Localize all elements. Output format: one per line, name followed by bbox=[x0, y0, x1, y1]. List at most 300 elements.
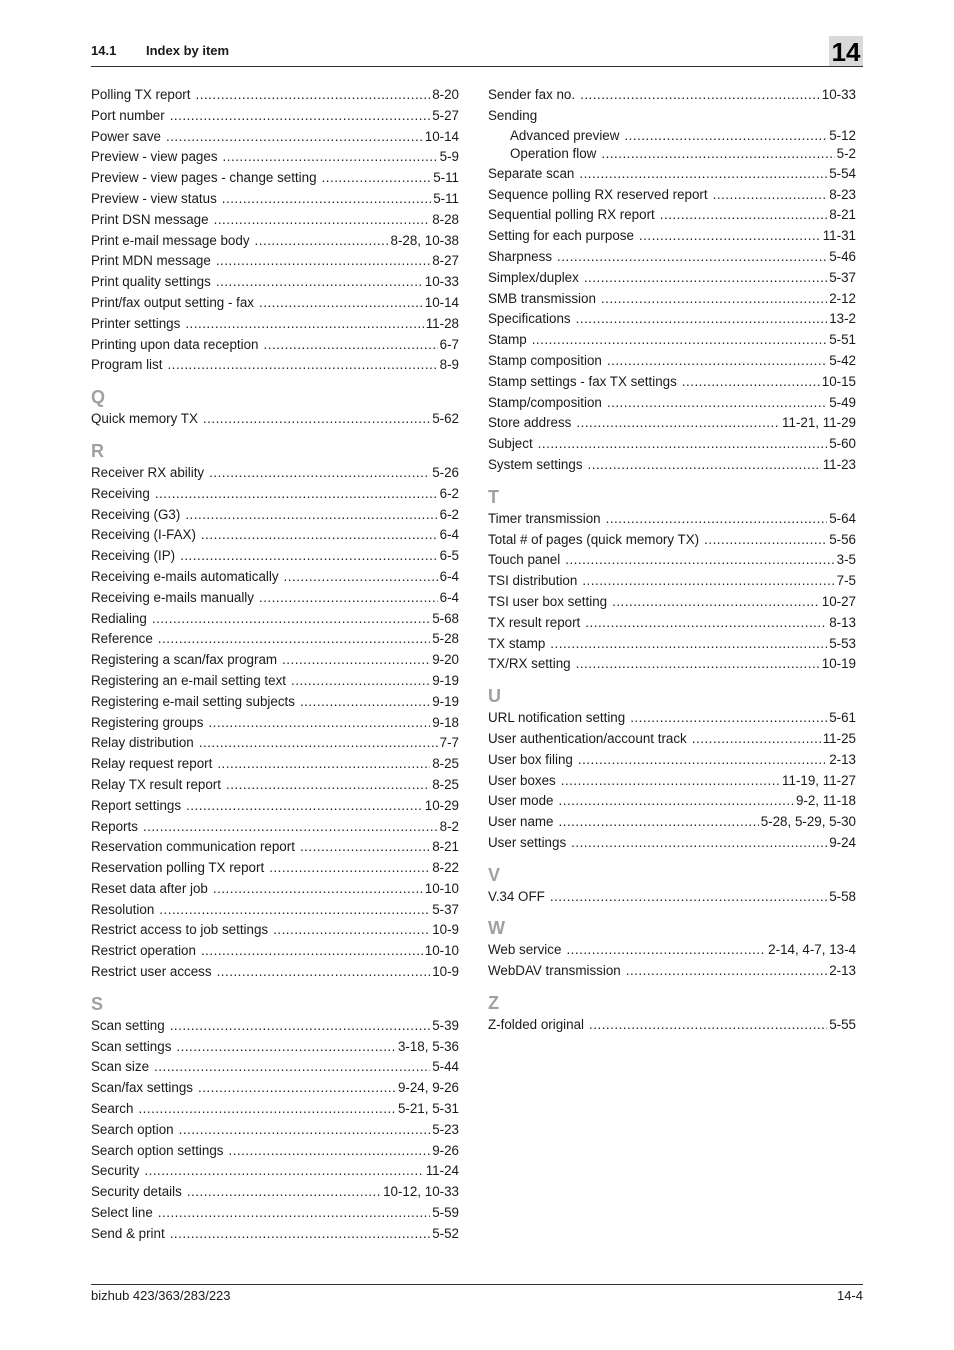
dot-leader bbox=[566, 940, 766, 961]
dot-leader bbox=[158, 1203, 430, 1224]
index-term: TSI distribution bbox=[488, 573, 578, 589]
dot-leader bbox=[186, 796, 423, 817]
index-term: Polling TX report bbox=[91, 87, 191, 102]
index-entry bbox=[91, 796, 459, 817]
index-entry bbox=[91, 1141, 459, 1162]
index-term: Registering e-mail setting subjects bbox=[91, 693, 295, 709]
index-term: Receiving (G3) bbox=[91, 506, 181, 522]
index-term: TX/RX setting bbox=[488, 656, 571, 672]
index-term: URL notification setting bbox=[488, 710, 626, 726]
index-page-ref: 8-9 bbox=[439, 357, 459, 373]
index-page-ref: 6-2 bbox=[439, 485, 459, 501]
dot-leader bbox=[624, 127, 827, 146]
dot-leader bbox=[601, 289, 827, 310]
index-term: User mode bbox=[488, 793, 554, 809]
index-term: TX result report bbox=[488, 614, 581, 630]
index-page-ref: 13-2 bbox=[829, 311, 856, 327]
index-term: Z-folded original bbox=[488, 1017, 585, 1033]
index-term: Receiving (IP) bbox=[91, 548, 176, 564]
index-entry bbox=[488, 289, 856, 310]
index-page-ref: 10-14 bbox=[424, 294, 459, 310]
index-page-ref: 5-23 bbox=[432, 1121, 459, 1137]
index-page-ref: 5-37 bbox=[432, 901, 459, 917]
index-entry bbox=[488, 961, 856, 982]
index-page-ref: 5-58 bbox=[829, 888, 856, 904]
index-page-ref: 5-2 bbox=[836, 146, 856, 162]
dot-leader bbox=[269, 858, 430, 879]
index-term: Receiving bbox=[91, 485, 150, 501]
index-letter-heading: Z bbox=[488, 993, 499, 1014]
index-term: Restrict operation bbox=[91, 943, 196, 959]
dot-leader bbox=[576, 654, 820, 675]
dot-leader bbox=[152, 609, 430, 630]
index-term: Separate scan bbox=[488, 165, 575, 181]
index-term: Restrict access to job settings bbox=[91, 922, 269, 938]
index-letter-heading: U bbox=[488, 686, 501, 707]
index-entry bbox=[488, 940, 856, 961]
index-entry bbox=[91, 817, 459, 838]
index-page-ref: 10-15 bbox=[821, 373, 856, 389]
index-term: Receiving (I-FAX) bbox=[91, 527, 196, 543]
index-entry bbox=[488, 729, 856, 750]
index-page-ref: 6-4 bbox=[439, 589, 459, 605]
dot-leader bbox=[259, 293, 423, 314]
index-entry bbox=[91, 1037, 459, 1058]
dot-leader bbox=[216, 251, 430, 272]
index-page-ref: 5-28, 5-29, 5-30 bbox=[760, 814, 856, 830]
index-letter-heading: W bbox=[488, 918, 505, 939]
index-entry bbox=[91, 463, 459, 484]
index-entry bbox=[91, 546, 459, 567]
index-entry bbox=[488, 592, 856, 613]
index-entry bbox=[488, 708, 856, 729]
index-entry bbox=[488, 530, 856, 551]
index-entry bbox=[91, 355, 459, 376]
index-page-ref: 5-54 bbox=[829, 165, 856, 181]
index-letter-heading: T bbox=[488, 486, 499, 507]
index-term: Printer settings bbox=[91, 315, 181, 331]
index-term: Print MDN message bbox=[91, 253, 211, 269]
dot-leader bbox=[166, 127, 423, 148]
dot-leader bbox=[559, 812, 759, 833]
index-page-ref: 5-59 bbox=[432, 1205, 459, 1221]
dot-leader bbox=[626, 961, 827, 982]
dot-leader bbox=[155, 484, 438, 505]
index-term: Preview - view status bbox=[91, 190, 217, 206]
index-entry bbox=[91, 147, 459, 168]
index-page-ref: 10-10 bbox=[424, 880, 459, 896]
index-term: TSI user box setting bbox=[488, 593, 608, 609]
index-page-ref: 11-25 bbox=[822, 730, 856, 746]
index-entry bbox=[488, 393, 856, 414]
index-term: Registering groups bbox=[91, 714, 204, 730]
page-footer bbox=[91, 1284, 863, 1303]
dot-leader bbox=[639, 226, 821, 247]
page-header bbox=[91, 37, 863, 67]
index-entry bbox=[91, 879, 459, 900]
index-term: Printing upon data reception bbox=[91, 336, 259, 352]
index-entry bbox=[488, 771, 856, 792]
index-page-ref: 6-4 bbox=[439, 568, 459, 584]
index-entry bbox=[91, 629, 459, 650]
index-term: Preview - view pages - change setting bbox=[91, 170, 317, 186]
index-term: Sequence polling RX reserved report bbox=[488, 186, 708, 202]
index-page-ref: 10-9 bbox=[432, 964, 459, 980]
index-entry bbox=[488, 455, 856, 476]
dot-leader bbox=[187, 1182, 381, 1203]
dot-leader bbox=[660, 205, 827, 226]
index-entry bbox=[91, 754, 459, 775]
dot-leader bbox=[201, 525, 438, 546]
index-term: V.34 OFF bbox=[488, 888, 545, 904]
index-term: Stamp settings - fax TX settings bbox=[488, 373, 677, 389]
index-page-ref: 11-31 bbox=[822, 228, 856, 244]
index-entry bbox=[91, 1161, 459, 1182]
index-entry bbox=[91, 1120, 459, 1141]
index-term: User name bbox=[488, 814, 554, 830]
index-term: Security details bbox=[91, 1184, 182, 1200]
index-entry bbox=[91, 775, 459, 796]
index-term: Print quality settings bbox=[91, 274, 211, 290]
index-term: User authentication/account track bbox=[488, 730, 687, 746]
index-term: Relay distribution bbox=[91, 735, 194, 751]
index-entry bbox=[91, 525, 459, 546]
index-page-ref: 10-29 bbox=[424, 797, 459, 813]
dot-leader bbox=[578, 750, 827, 771]
index-term: Sequential polling RX report bbox=[488, 207, 655, 223]
index-column-left bbox=[91, 85, 459, 1245]
index-entry bbox=[91, 692, 459, 713]
index-page-ref: 5-56 bbox=[829, 531, 856, 547]
dot-leader bbox=[185, 505, 437, 526]
index-term: Relay TX result report bbox=[91, 776, 221, 792]
dot-leader bbox=[199, 733, 438, 754]
index-page-ref: 8-21 bbox=[432, 839, 459, 855]
index-page-ref: 5-55 bbox=[829, 1017, 856, 1033]
chapter-badge: 14 bbox=[829, 36, 863, 66]
index-term: Select line bbox=[91, 1205, 153, 1221]
index-page-ref: 3-5 bbox=[836, 552, 856, 568]
dot-leader bbox=[585, 613, 827, 634]
index-letter-heading: Q bbox=[91, 387, 106, 408]
index-page-ref: 8-22 bbox=[432, 860, 459, 876]
index-term: Print/fax output setting - fax bbox=[91, 294, 255, 310]
index-letter-heading: V bbox=[488, 864, 501, 885]
dot-leader bbox=[713, 185, 828, 206]
index-page-ref: 8-27 bbox=[432, 253, 459, 269]
index-page-ref: 5-27 bbox=[432, 107, 459, 123]
index-page-ref: 5-62 bbox=[432, 411, 459, 427]
index-entry bbox=[91, 251, 459, 272]
dot-leader bbox=[203, 409, 430, 430]
index-entry bbox=[488, 309, 856, 330]
dot-leader bbox=[216, 272, 423, 293]
index-page-ref: 5-52 bbox=[432, 1225, 459, 1241]
index-term: Touch panel bbox=[488, 552, 561, 568]
index-term: Operation flow bbox=[510, 146, 597, 162]
index-term: Preview - view pages bbox=[91, 149, 218, 165]
index-page-ref: 9-24, 9-26 bbox=[397, 1080, 459, 1096]
index-term: Reservation polling TX report bbox=[91, 860, 265, 876]
index-page-ref: 5-53 bbox=[829, 635, 856, 651]
index-entry bbox=[91, 484, 459, 505]
index-term: Sender fax no. bbox=[488, 87, 576, 102]
index-entry bbox=[91, 1203, 459, 1224]
index-term: Scan size bbox=[91, 1059, 150, 1075]
index-page-ref: 5-26 bbox=[432, 464, 459, 480]
dot-leader bbox=[607, 351, 827, 372]
index-entry bbox=[91, 920, 459, 941]
index-term: Setting for each purpose bbox=[488, 228, 634, 244]
index-entry bbox=[488, 791, 856, 812]
dot-leader bbox=[180, 546, 438, 567]
dot-leader bbox=[291, 671, 430, 692]
index-entry bbox=[91, 272, 459, 293]
dot-leader bbox=[588, 455, 821, 476]
index-term: Sending bbox=[488, 107, 538, 123]
index-term: Store address bbox=[488, 415, 572, 431]
dot-leader bbox=[264, 335, 438, 356]
dot-leader bbox=[612, 592, 820, 613]
index-page-ref: 2-12 bbox=[829, 290, 856, 306]
index-page-ref: 8-2 bbox=[439, 818, 459, 834]
dot-leader bbox=[273, 920, 430, 941]
index-page-ref: 11-28 bbox=[425, 315, 459, 331]
dot-leader bbox=[532, 330, 827, 351]
dot-leader bbox=[214, 210, 431, 231]
dot-leader bbox=[226, 775, 430, 796]
index-page-ref: 10-12, 10-33 bbox=[383, 1184, 459, 1200]
index-page-ref: 5-49 bbox=[829, 394, 856, 410]
dot-leader bbox=[213, 879, 423, 900]
index-page-ref: 8-28 bbox=[432, 211, 459, 227]
index-term: TX stamp bbox=[488, 635, 546, 651]
index-term: Print DSN message bbox=[91, 211, 209, 227]
dot-leader bbox=[589, 1015, 827, 1036]
index-page-ref: 5-28 bbox=[432, 631, 459, 647]
index-term: Relay request report bbox=[91, 756, 213, 772]
dot-leader bbox=[580, 85, 820, 106]
index-page-ref: 5-42 bbox=[829, 352, 856, 368]
index-entry bbox=[91, 314, 459, 335]
index-page-ref: 5-44 bbox=[432, 1059, 459, 1075]
index-entry bbox=[91, 85, 459, 106]
index-page-ref: 5-51 bbox=[829, 332, 856, 348]
dot-leader bbox=[576, 309, 828, 330]
index-entry bbox=[488, 833, 856, 854]
index-entry bbox=[488, 413, 856, 434]
index-column-right bbox=[488, 85, 856, 1036]
dot-leader bbox=[138, 1099, 396, 1120]
index-term: User box filing bbox=[488, 751, 573, 767]
dot-leader bbox=[538, 434, 828, 455]
index-entry bbox=[488, 750, 856, 771]
product-model: bizhub 423/363/283/223 bbox=[91, 1288, 231, 1303]
index-page-ref: 2-13 bbox=[829, 751, 856, 767]
index-page-ref: 8-21 bbox=[829, 207, 856, 223]
index-page-ref: 6-7 bbox=[439, 336, 459, 352]
index-entry bbox=[91, 962, 459, 983]
index-page-ref: 10-27 bbox=[821, 593, 856, 609]
index-entry bbox=[488, 654, 856, 675]
index-term: Receiver RX ability bbox=[91, 464, 205, 480]
dot-leader bbox=[550, 887, 827, 908]
section-number: 14.1 bbox=[91, 43, 117, 58]
index-page-ref: 5-21, 5-31 bbox=[397, 1101, 459, 1117]
dot-leader bbox=[576, 413, 780, 434]
index-page-ref: 6-2 bbox=[439, 506, 459, 522]
index-page-ref: 10-33 bbox=[424, 274, 459, 290]
index-entry bbox=[91, 1099, 459, 1120]
dot-leader bbox=[607, 393, 827, 414]
dot-leader bbox=[682, 372, 820, 393]
dot-leader bbox=[630, 708, 827, 729]
index-entry bbox=[488, 164, 856, 185]
dot-leader bbox=[322, 168, 432, 189]
index-term: Registering a scan/fax program bbox=[91, 652, 278, 668]
index-term: Print e-mail message body bbox=[91, 232, 250, 248]
index-term: Specifications bbox=[488, 311, 571, 327]
dot-leader bbox=[167, 355, 437, 376]
index-page-ref: 5-61 bbox=[829, 710, 856, 726]
index-entry bbox=[91, 858, 459, 879]
dot-leader bbox=[259, 588, 438, 609]
index-page-ref: 9-19 bbox=[432, 693, 459, 709]
index-term: Program list bbox=[91, 357, 163, 373]
index-entry bbox=[488, 571, 856, 592]
index-entry bbox=[91, 1057, 459, 1078]
index-term: Receiving e-mails automatically bbox=[91, 568, 279, 584]
index-page-ref: 9-20 bbox=[432, 652, 459, 668]
index-entry bbox=[488, 106, 856, 127]
index-page-ref: 5-37 bbox=[829, 269, 856, 285]
index-term: Send & print bbox=[91, 1225, 165, 1241]
index-page-ref: 2-14, 4-7, 13-4 bbox=[768, 942, 856, 958]
index-entry bbox=[488, 85, 856, 106]
index-entry bbox=[91, 713, 459, 734]
index-page-ref: 10-33 bbox=[821, 87, 856, 102]
index-entry bbox=[91, 1182, 459, 1203]
dot-leader bbox=[229, 1141, 431, 1162]
index-term: Scan settings bbox=[91, 1038, 172, 1054]
index-term: Power save bbox=[91, 128, 161, 144]
dot-leader bbox=[209, 463, 430, 484]
index-term: System settings bbox=[488, 456, 583, 472]
index-page-ref: 5-11 bbox=[433, 170, 459, 186]
dot-leader bbox=[217, 962, 431, 983]
index-page-ref: 11-23 bbox=[822, 456, 856, 472]
index-entry bbox=[488, 372, 856, 393]
dot-leader bbox=[143, 817, 438, 838]
index-entry bbox=[488, 812, 856, 833]
dot-leader bbox=[300, 692, 430, 713]
index-page-ref: 5-11 bbox=[433, 190, 459, 206]
index-term: Reports bbox=[91, 818, 138, 834]
index-term: Quick memory TX bbox=[91, 411, 198, 427]
dot-leader bbox=[185, 314, 423, 335]
index-term: Sharpness bbox=[488, 248, 553, 264]
index-entry bbox=[488, 205, 856, 226]
index-entry bbox=[91, 335, 459, 356]
dot-leader bbox=[704, 530, 827, 551]
index-entry bbox=[91, 1016, 459, 1037]
dot-leader bbox=[282, 650, 430, 671]
index-term: Search bbox=[91, 1101, 134, 1117]
index-term: Registering an e-mail setting text bbox=[91, 672, 287, 688]
index-entry bbox=[488, 613, 856, 634]
index-term: User boxes bbox=[488, 772, 556, 788]
dot-leader bbox=[300, 837, 430, 858]
index-entry bbox=[488, 434, 856, 455]
index-entry bbox=[91, 168, 459, 189]
index-term: Receiving e-mails manually bbox=[91, 589, 254, 605]
index-term: Stamp/composition bbox=[488, 394, 602, 410]
index-page-ref: 5-68 bbox=[432, 610, 459, 626]
index-term: Report settings bbox=[91, 797, 182, 813]
index-entry bbox=[488, 127, 856, 146]
dot-leader bbox=[201, 941, 423, 962]
dot-leader bbox=[584, 268, 827, 289]
index-entry bbox=[488, 247, 856, 268]
index-page-ref: 11-24 bbox=[425, 1163, 459, 1179]
dot-leader bbox=[198, 1078, 396, 1099]
dot-leader bbox=[284, 567, 438, 588]
index-entry bbox=[91, 409, 459, 430]
page-number: 14-4 bbox=[836, 1288, 863, 1303]
index-entry bbox=[91, 505, 459, 526]
index-letter-heading: S bbox=[91, 993, 104, 1014]
index-page-ref: 10-9 bbox=[432, 922, 459, 938]
index-term: Resolution bbox=[91, 901, 155, 917]
dot-leader bbox=[208, 713, 430, 734]
index-entry bbox=[91, 588, 459, 609]
index-term: SMB transmission bbox=[488, 290, 596, 306]
index-term: Total # of pages (quick memory TX) bbox=[488, 531, 700, 547]
index-term: Scan setting bbox=[91, 1017, 165, 1033]
section-title: Index by item bbox=[146, 43, 230, 58]
dot-leader bbox=[170, 1224, 430, 1245]
index-page-ref: 5-12 bbox=[829, 127, 856, 143]
dot-leader bbox=[579, 164, 827, 185]
index-page-ref: 5-64 bbox=[829, 510, 856, 526]
index-page-ref: 10-19 bbox=[821, 656, 856, 672]
index-page-ref: 5-46 bbox=[829, 248, 856, 264]
index-letter-heading: R bbox=[91, 440, 104, 461]
index-page-ref: 2-13 bbox=[829, 963, 856, 979]
index-entry bbox=[488, 145, 856, 164]
index-page-ref: 9-18 bbox=[432, 714, 459, 730]
index-page-ref: 10-14 bbox=[424, 128, 459, 144]
index-entry bbox=[91, 189, 459, 210]
index-entry bbox=[91, 106, 459, 127]
index-entry bbox=[488, 1015, 856, 1036]
index-page-ref: 5-39 bbox=[432, 1017, 459, 1033]
index-page-ref: 11-21, 11-29 bbox=[782, 415, 856, 431]
dot-leader bbox=[606, 509, 828, 530]
index-term: Web service bbox=[488, 942, 562, 958]
index-page-ref: 9-24 bbox=[829, 834, 856, 850]
index-entry bbox=[488, 330, 856, 351]
index-page-ref: 9-19 bbox=[432, 672, 459, 688]
index-entry bbox=[91, 609, 459, 630]
index-entry bbox=[91, 567, 459, 588]
index-entry bbox=[488, 268, 856, 289]
index-term: Timer transmission bbox=[488, 510, 601, 526]
index-entry bbox=[488, 226, 856, 247]
index-page-ref: 8-25 bbox=[432, 756, 459, 772]
index-page-ref: 10-10 bbox=[424, 943, 459, 959]
index-entry bbox=[91, 1078, 459, 1099]
